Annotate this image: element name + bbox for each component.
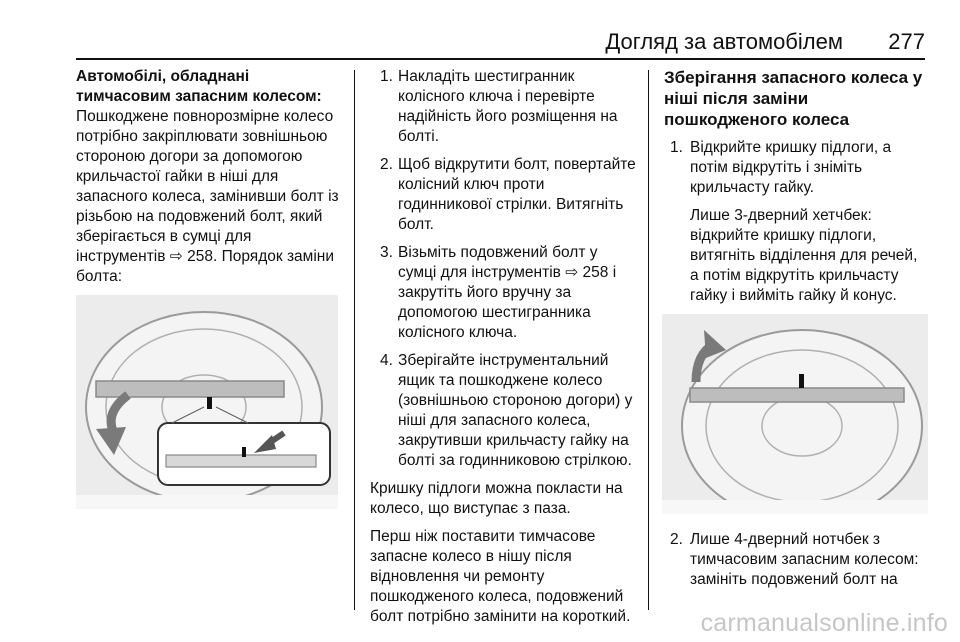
step-number: 4. <box>380 352 393 369</box>
steps-list-continued <box>664 530 930 590</box>
column-divider-1 <box>354 70 355 610</box>
page-ref-number: 258 <box>187 248 213 265</box>
column-3 <box>664 67 930 598</box>
step-text: Відкрийте кришку підлоги, а потім відкрутіть і зніміть крильчасту гайку. <box>690 139 892 196</box>
page-ref-icon: ⇨ <box>565 264 579 281</box>
column-2 <box>370 67 638 635</box>
step-text-start: Візьміть подовжений болт у сумці для інструментів <box>398 244 598 281</box>
header-rule <box>76 58 925 60</box>
step-number: 2. <box>380 156 393 173</box>
list-item <box>664 138 930 306</box>
step-number: 1. <box>670 139 683 156</box>
list-item <box>370 243 638 343</box>
body-text-end: . Порядок заміни болта: <box>76 248 334 285</box>
steps-list <box>664 138 930 306</box>
step-number: 2. <box>670 531 683 548</box>
bolt-replacement-illustration <box>76 295 338 509</box>
step-text: Накладіть шестигранник колісного ключа і перевірте надійність його розміщення на болті. <box>398 68 618 145</box>
list-item <box>370 67 638 147</box>
watermark: carmanualsonline.info <box>700 609 948 637</box>
page-ref-icon: ⇨ <box>169 248 183 265</box>
section-heading-stowing-spare: Зберігання запасного колеса у ніші після заміни пошкодженого колеса <box>664 68 923 129</box>
column-divider-2 <box>648 70 649 610</box>
list-item <box>370 351 638 471</box>
bolt-replace-note: Перш ніж поставити тимчасове запасне колесо в нішу після відновлення чи ремонту пошкодженого колеса, подовжений болт потрібно замінити на короткий. <box>370 528 631 625</box>
step-number: 1. <box>380 68 393 85</box>
list-item <box>664 530 930 590</box>
list-item <box>370 155 638 235</box>
body-text-start: Пошкоджене повнорозмірне колесо потрібно закріплювати зовнішньою стороною догори за допомогою крильчастої гайки в ніші для запасного колеса, замінивши болт із різьбою на подовжений болт, який зберігається в сумці для інструментів <box>76 108 339 265</box>
page-number: 277 <box>888 29 925 54</box>
floor-cover-note: Кришку підлоги можна покласти на колесо, що виступає з паза. <box>370 480 623 517</box>
step-text: Зберігайте інструментальний ящик та пошкоджене колесо (зовнішньою стороною догори) у ніші для запасного колеса, закрутивши крильчасту гайку на болті за годинниковою стрілкою. <box>398 352 633 469</box>
step-text: Лише 4-дверний нотчбек з тимчасовим запасним колесом: замініть подовжений болт на <box>690 531 919 588</box>
section-heading-temporary-spare: Автомобілі, обладнані тимчасовим запасним колесом: <box>76 68 322 105</box>
header-title: Догляд за автомобілем <box>605 29 843 54</box>
step-number: 3. <box>380 244 393 261</box>
step-text-end: і закрутіть його вручну за допомогою шестигранника колісного ключа. <box>398 264 617 341</box>
spare-wheel-stowage-illustration <box>662 314 928 514</box>
body-text <box>76 107 344 287</box>
step-text: Щоб відкрутити болт, повертайте колісний ключ проти годинникової стрілки. Витягніть болт. <box>398 156 636 233</box>
page-header <box>0 22 960 62</box>
column-1 <box>76 67 344 509</box>
steps-list <box>370 67 638 471</box>
step-subnote: Лише 3-дверний хетчбек: відкрийте кришку підлоги, витягніть відділення для речей, а потім відкрутіть крильчасту гайку і вийміть гайку й конус. <box>690 207 918 304</box>
page-ref-number: 258 <box>582 264 609 281</box>
